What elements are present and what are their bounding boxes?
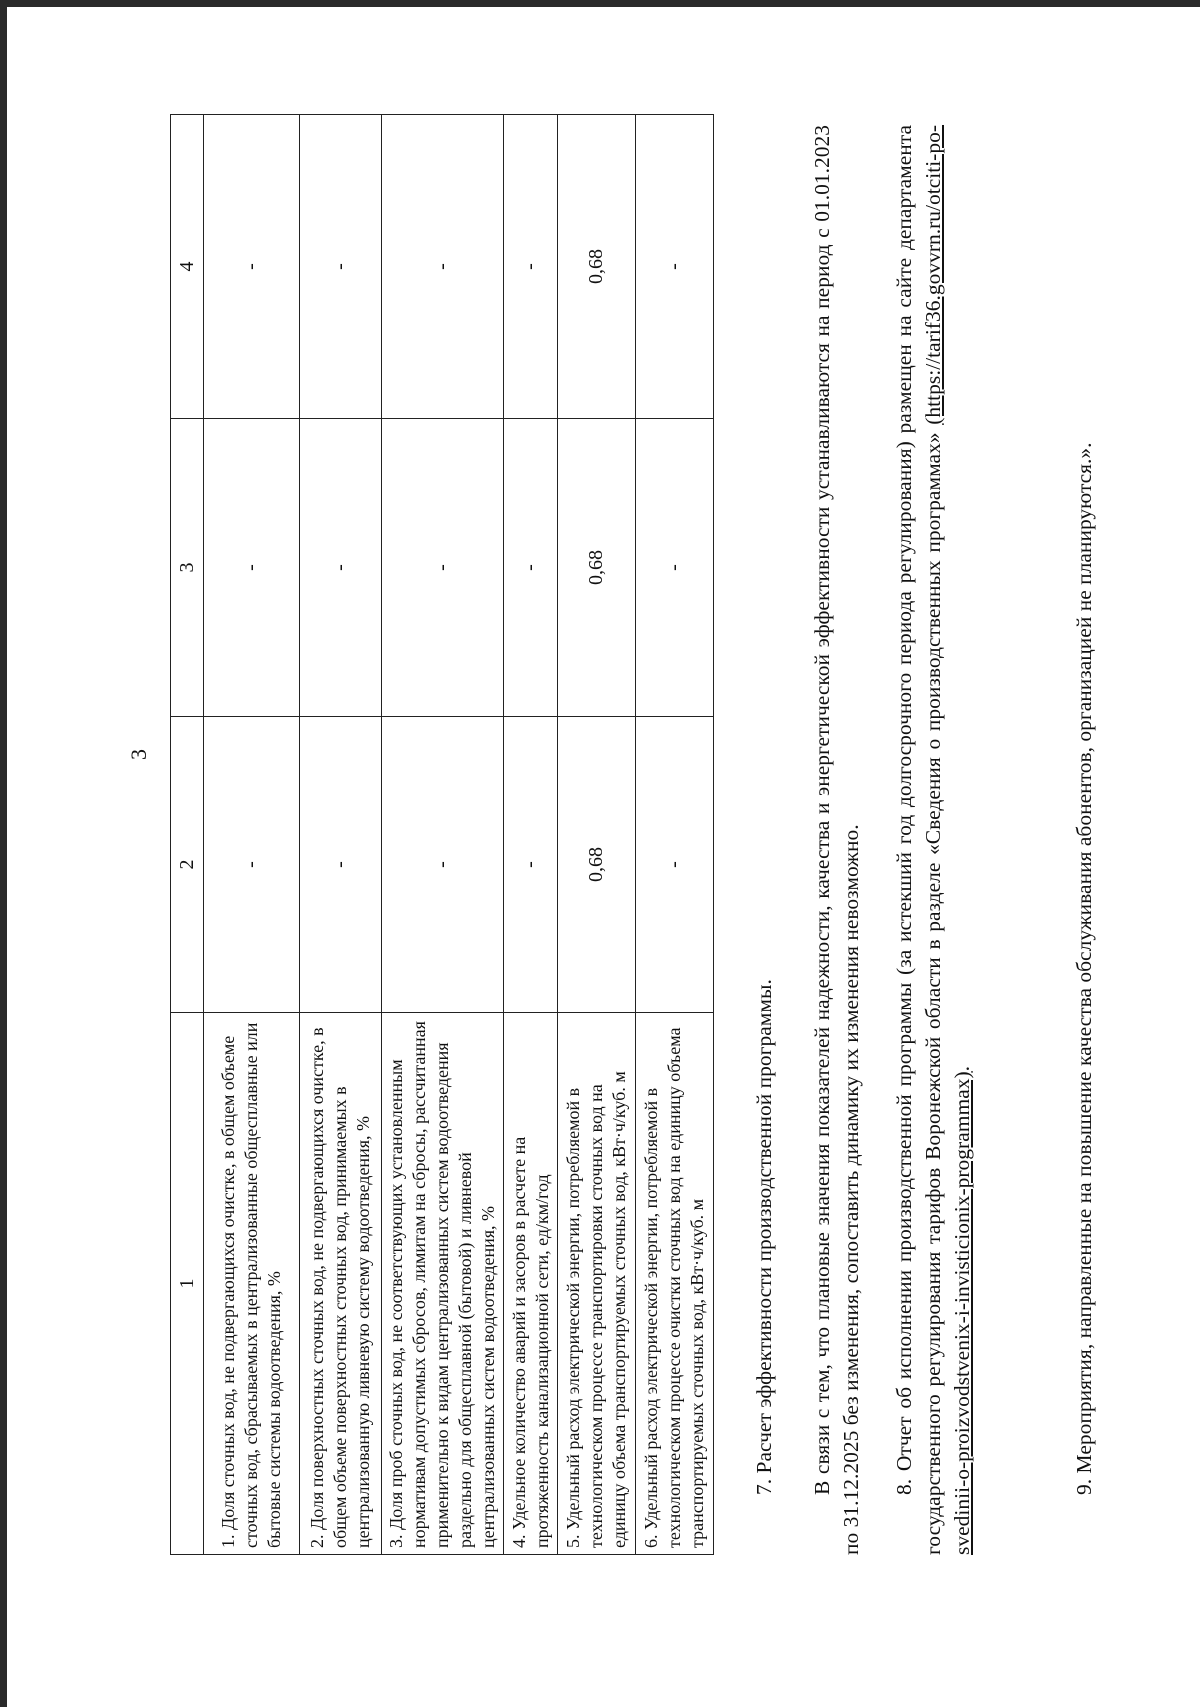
indicator-value: - [204, 115, 300, 419]
indicator-value: - [382, 115, 504, 419]
indicator-value: - [382, 717, 504, 1013]
column-header: 1 [171, 1013, 204, 1555]
indicator-value: - [636, 115, 714, 419]
page-number: 3 [126, 749, 151, 760]
indicator-value: - [204, 717, 300, 1013]
section-7-paragraph [808, 125, 866, 1555]
indicator-label: 2. Доля поверхностных сточных вод, не подвергающихся очистке, в общем объеме поверхностных сточных вод, принимаемых в централизованную ливневую систему водоотведения, % [300, 1013, 382, 1555]
rotated-content [60, 100, 1160, 1640]
indicator-value: 0,68 [558, 419, 636, 717]
indicator-value: - [382, 419, 504, 717]
indicator-value: - [504, 419, 558, 717]
section-9-text: 9. Мероприятия, направленные на повышение качества обслуживания абонентов, организацией не планируются.». [1072, 442, 1096, 1495]
indicators-table [170, 114, 714, 1555]
table-row [204, 115, 300, 1555]
indicator-value: - [204, 419, 300, 717]
scan-edge-top [0, 0, 1200, 7]
table-row [636, 115, 714, 1555]
table-row [300, 115, 382, 1555]
scan-edge-left [0, 0, 7, 1707]
table-row [558, 115, 636, 1555]
indicator-label: 5. Удельный расход электрической энергии, потребляемой в технологическом процессе транспортировки сточных вод на единицу объема транспортируемых сточных вод, кВт·ч/куб. м [558, 1013, 636, 1555]
indicator-value: - [636, 419, 714, 717]
indicator-label: 1. Доля сточных вод, не подвергающихся очистке, в общем объеме сточных вод, сбрасываемых в централизованные общесплавные или бытовые системы водоотведения, % [204, 1013, 300, 1555]
indicator-value: - [504, 717, 558, 1013]
indicator-label: 4. Удельное количество аварий и засоров в расчете на протяженность канализационной сети, ед/км/год [504, 1013, 558, 1555]
section-8-paragraph [890, 125, 977, 1555]
column-header: 4 [171, 115, 204, 419]
indicator-value: - [300, 717, 382, 1013]
table-row [504, 115, 558, 1555]
section-7-heading [750, 125, 779, 1555]
column-header: 2 [171, 717, 204, 1013]
indicator-value: 0,68 [558, 717, 636, 1013]
indicator-value: - [300, 419, 382, 717]
section-7-title: 7. Расчет эффективности производственной программы. [752, 979, 776, 1495]
indicator-label: 3. Доля проб сточных вод, не соответствующих установленным нормативам допустимых сбросов, лимитам на сбросы, рассчитанная применительно к видам централизованных систем водоотведения раздельно для общесплавной (бытовой) и ливневой централизованных систем водоотведения, % [382, 1013, 504, 1555]
section-7-text: В связи с тем, что плановые значения показателей надежности, качества и энергетической эффективности устанавливаются на период с 01.01.2023 по 31.12.2025 без изменения, сопоставить динамику их изменения невозможно. [810, 125, 863, 1555]
indicator-value: - [504, 115, 558, 419]
section-9-paragraph [1070, 125, 1099, 1555]
section-8-end: . [950, 1065, 974, 1072]
section-8-text: 8. Отчет об исполнении производственной программы (за истекший год долгосрочного периода регулирования) размещен на сайте департамента государственного регулирования тарифов Воронежской области в разделе «Сведения о производственных программах» [892, 125, 945, 1555]
column-header: 3 [171, 419, 204, 717]
indicator-value: 0,68 [558, 115, 636, 419]
section-8-link[interactable]: (https://tarif36.govvrn.ru/otciti-po-svedinii-o-proizvodstvenix-i-invisticionix-programmax) [921, 124, 974, 1555]
table-row [382, 115, 504, 1555]
table-header-row [171, 115, 204, 1555]
indicator-value: - [300, 115, 382, 419]
indicator-value: - [636, 717, 714, 1013]
indicator-label: 6. Удельный расход электрической энергии, потребляемой в технологическом процессе очистки сточных вод на единицу объема транспортируемых сточных вод, кВт·ч/куб. м [636, 1013, 714, 1555]
